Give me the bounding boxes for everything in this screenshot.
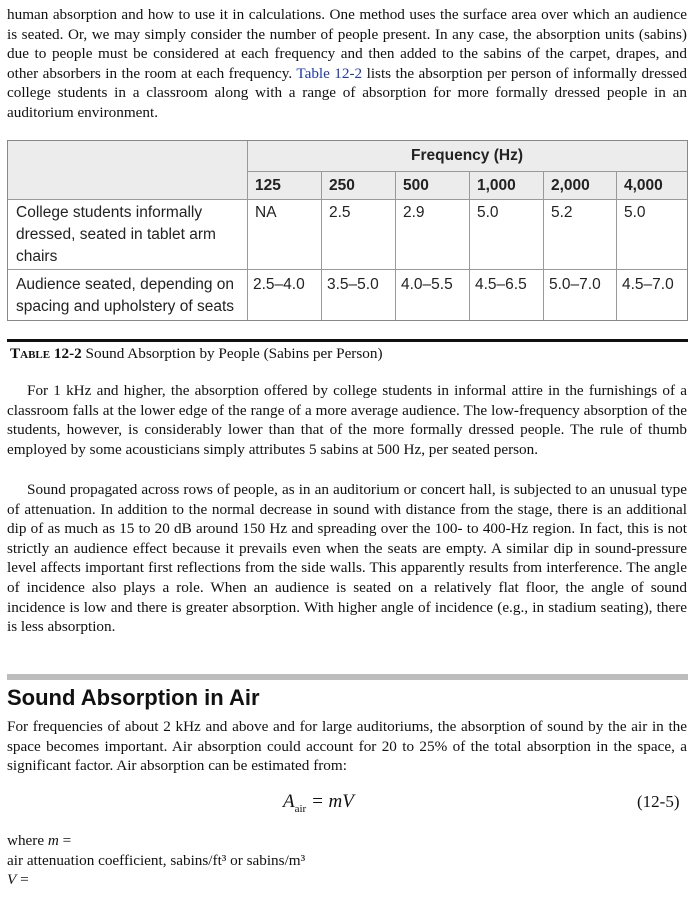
where-line-v: [7, 871, 29, 889]
table-divider: [616, 171, 617, 320]
body-paragraph-1: For 1 kHz and higher, the absorption offered by college students in informal attire in the furnishings of a classroom falls at the lower edge of the range of a more average audience. The low-frequency absorption of the students, however, is considerably lower than that of the more formally dressed people. The rule of thumb employed by some acousticians simply attributes 5 sabins at 500 Hz, per seated person.: [7, 382, 687, 458]
table-cell: 4.5–6.5: [475, 276, 527, 293]
equation-subscript: air: [294, 802, 307, 815]
where-definition-m: air attenuation coefficient, sabins/ft³ or sabins/m³: [7, 852, 306, 869]
table-cell: 2.5: [329, 204, 351, 221]
caption-tag: Table 12-2: [10, 345, 82, 362]
intro-paragraph: [7, 5, 687, 123]
table-divider: [543, 171, 544, 320]
table-cell: 5.0: [624, 204, 646, 221]
body-paragraph-2: Sound propagated across rows of people, as in an auditorium or concert hall, is subjected to an unusual type of attenuation. In addition to the normal decrease in sound with distance from the stage, there is an additional dip of as much as 15 to 20 dB around 150 Hz and spreading over the 100- to 400-Hz region. In fact, this is not strictly an audience effect because it prevails even when the seats are empty. A similar dip in sound-pressure level affects important first reflections from the side walls. This apparently results from interference. The angle of incidence also plays a role. When an audience is seated on a relatively flat floor, the angle of sound incidence is low and there is greater absorption. With higher angle of incidence (e.g., in stadium seating), there is less absorption.: [7, 481, 687, 636]
section-paragraph: For frequencies of about 2 kHz and above and for large auditoriums, the absorption of sound by the air in the space becomes important. Air absorption could account for 20 to 25% of the total absorption in the space, a significant factor. Air absorption can be estimated from:: [7, 718, 687, 775]
table-divider: [8, 269, 687, 270]
col-header-125: 125: [247, 171, 321, 199]
col-header-500: 500: [395, 171, 469, 199]
var-m: m: [47, 832, 59, 849]
equation-number: (12-5): [637, 792, 680, 811]
table-corner-cell: [8, 141, 247, 199]
table-cell: 3.5–5.0: [327, 276, 379, 293]
var-v: V: [7, 871, 17, 888]
equation-12-5: [283, 791, 354, 815]
row-label-students: College students informally dressed, seated in tablet arm chairs: [16, 204, 216, 265]
table-divider: [8, 199, 687, 200]
frequency-header: Frequency (Hz): [247, 141, 687, 171]
equals-sign: =: [58, 832, 72, 849]
caption-rule: [7, 339, 688, 342]
equals-sign: =: [16, 871, 29, 888]
equation-rhs: = mV: [306, 791, 354, 812]
table-cell: 4.5–7.0: [622, 276, 674, 293]
col-header-2000: 2,000: [543, 171, 616, 199]
col-header-1000: 1,000: [469, 171, 543, 199]
table-caption: [10, 345, 383, 363]
equation-lhs: A: [283, 791, 295, 812]
absorption-table: [7, 140, 688, 321]
where-prefix: where: [7, 832, 48, 849]
caption-text: Sound Absorption by People (Sabins per Person): [81, 345, 383, 362]
table-cell: 2.5–4.0: [253, 276, 305, 293]
table-cell: 5.0–7.0: [549, 276, 601, 293]
table-divider: [469, 171, 470, 320]
table-divider: [395, 171, 396, 320]
section-rule: [7, 674, 688, 680]
col-header-250: 250: [321, 171, 395, 199]
section-heading: Sound Absorption in Air: [7, 685, 260, 710]
table-divider: [247, 141, 248, 320]
table-12-2-link[interactable]: Table 12-2: [296, 64, 363, 82]
col-header-4000: 4,000: [616, 171, 687, 199]
table-cell: 4.0–5.5: [401, 276, 453, 293]
table-cell: NA: [255, 204, 277, 221]
row-label-audience: Audience seated, depending on spacing and upholstery of seats: [16, 276, 235, 315]
table-divider: [247, 171, 687, 172]
table-cell: 5.2: [551, 204, 573, 221]
table-cell: 5.0: [477, 204, 499, 221]
table-cell: 2.9: [403, 204, 425, 221]
intro-text-end: lists the absorption per person of informally dressed college students in a classroom along with a range of absorption for more formally dressed people in an auditorium environment.: [7, 64, 687, 121]
table-divider: [321, 171, 322, 320]
intro-text: human absorption and how to use it in calculations. One method uses the surface area over which an audience is seated. Or, we may simply consider the number of people present. In any case, the absorption units (sabins) due to people must be considered at each frequency and then added to the sabins of the carpet, drapes, and other absorbers in the room at each frequency.: [7, 6, 687, 82]
where-line-m: [7, 832, 71, 850]
